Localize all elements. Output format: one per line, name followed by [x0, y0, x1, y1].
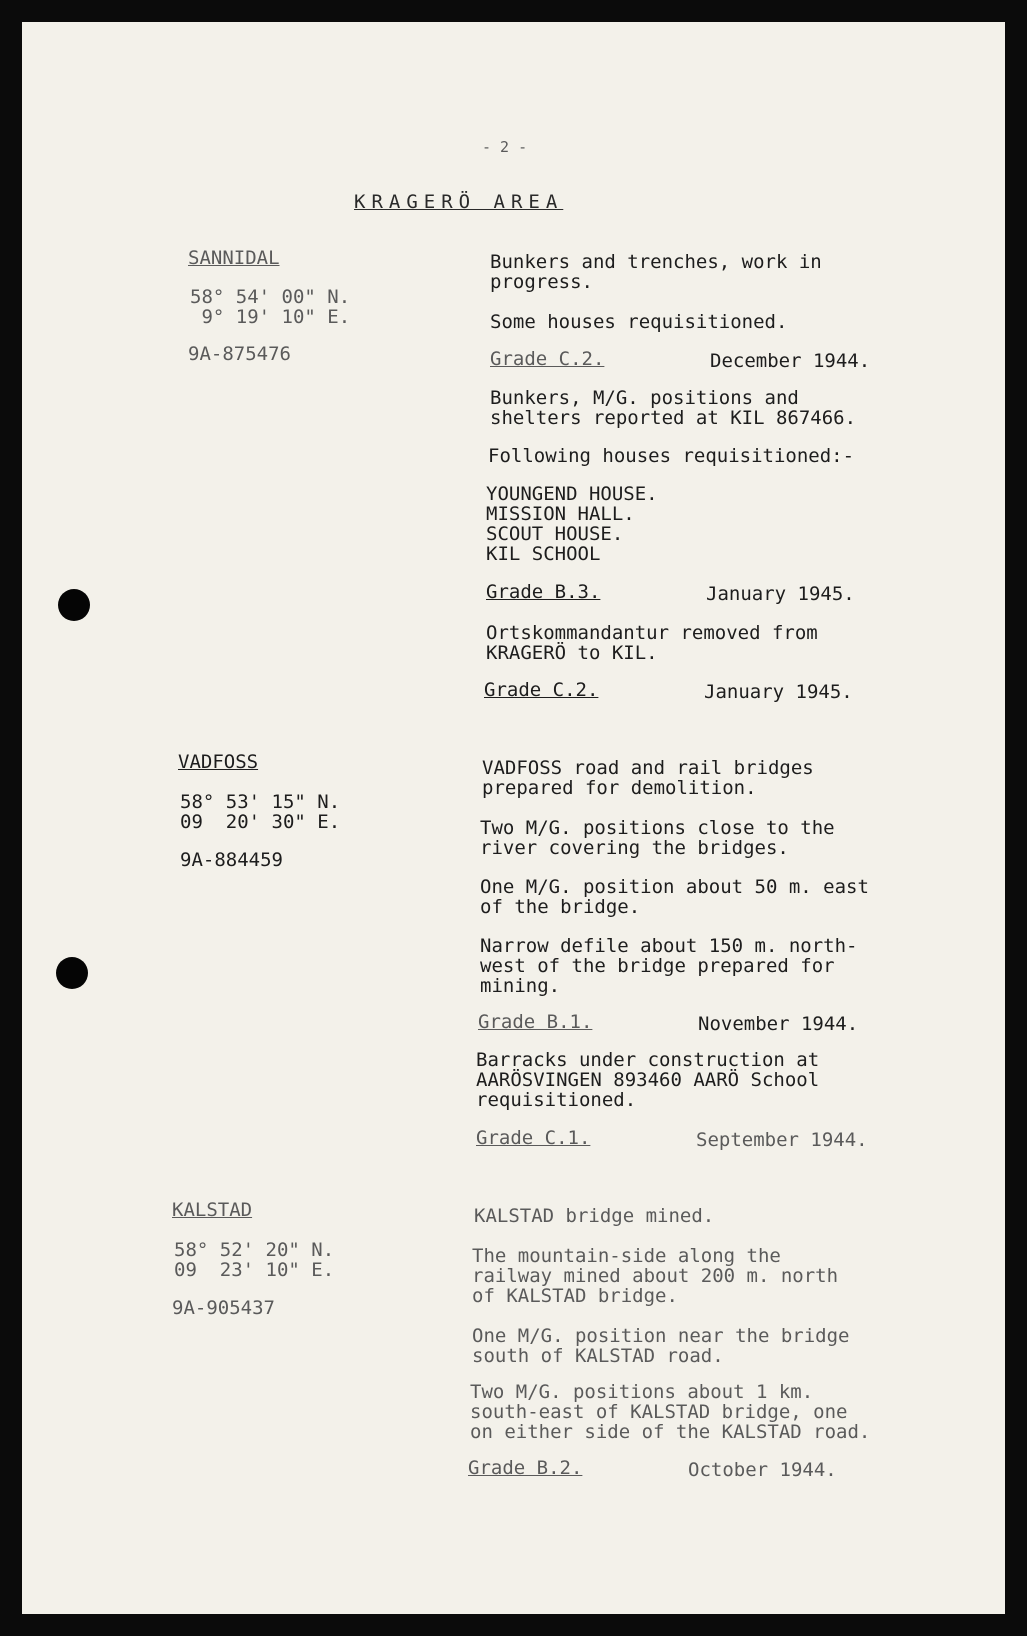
entry-text: One M/G. position near the bridge south of KALSTAD road. — [472, 1325, 850, 1367]
entry-text: The mountain-side along the railway mined about 200 m. north of KALSTAD bridge. — [472, 1245, 839, 1307]
grade-date: December 1944. — [710, 350, 871, 372]
entry-text: YOUNGEND HOUSE. MISSION HALL. SCOUT HOUSE. KIL SCHOOL — [486, 483, 658, 565]
entry-text: Ortskommandantur removed from KRAGERÖ to KIL. — [486, 622, 818, 664]
entry-text: Narrow defile about 150 m. north- west of the bridge prepared for mining. — [480, 935, 858, 997]
latitude: 58° 53' 15" N. — [180, 791, 341, 813]
punch-hole-upper — [58, 589, 90, 621]
entry-text: Bunkers, M/G. positions and shelters reported at KIL 867466. — [490, 387, 857, 429]
grade-label: Grade B.3. — [486, 581, 601, 603]
page-title: KRAGERÖ AREA — [354, 191, 564, 213]
entry-text: Some houses requisitioned. — [490, 311, 788, 333]
entry-text: Two M/G. positions close to the river covering the bridges. — [480, 817, 835, 859]
place-name: VADFOSS — [178, 751, 259, 773]
grade-label: Grade B.2. — [468, 1457, 583, 1479]
document-page — [22, 22, 1005, 1614]
grade-label: Grade B.1. — [478, 1011, 593, 1033]
grade-date: January 1945. — [706, 583, 855, 605]
longitude: 9° 19' 10" E. — [190, 306, 351, 328]
entry-text: One M/G. position about 50 m. east of the bridge. — [480, 876, 869, 918]
entry-text: Two M/G. positions about 1 km. south-east of KALSTAD bridge, one on either side of the KALSTAD road. — [470, 1381, 871, 1443]
entry-text: Barracks under construction at AARÖSVINGEN 893460 AARÖ School requisitioned. — [476, 1049, 820, 1111]
grade-label: Grade C.2. — [484, 679, 599, 701]
page-number: - 2 - — [482, 138, 528, 156]
longitude: 09 20' 30" E. — [180, 811, 341, 833]
punch-hole-lower — [56, 957, 88, 989]
place-name: KALSTAD — [172, 1199, 253, 1221]
entry-text: KALSTAD bridge mined. — [474, 1205, 715, 1227]
grade-date: January 1945. — [704, 681, 853, 703]
grid-reference: 9A-905437 — [172, 1297, 275, 1319]
grid-reference: 9A-875476 — [188, 343, 291, 365]
grade-date: October 1944. — [688, 1459, 837, 1481]
latitude: 58° 52' 20" N. — [174, 1239, 335, 1261]
longitude: 09 23' 10" E. — [174, 1259, 335, 1281]
entry-text: VADFOSS road and rail bridges prepared for demolition. — [482, 757, 814, 799]
grid-reference: 9A-884459 — [180, 849, 283, 871]
grade-label: Grade C.1. — [476, 1127, 591, 1149]
entry-text: Bunkers and trenches, work in progress. — [490, 251, 822, 293]
grade-label: Grade C.2. — [490, 348, 605, 370]
latitude: 58° 54' 00" N. — [190, 286, 351, 308]
grade-date: November 1944. — [698, 1013, 859, 1035]
grade-date: September 1944. — [696, 1129, 868, 1151]
place-name: SANNIDAL — [188, 247, 280, 269]
entry-text: Following houses requisitioned:- — [488, 445, 855, 467]
